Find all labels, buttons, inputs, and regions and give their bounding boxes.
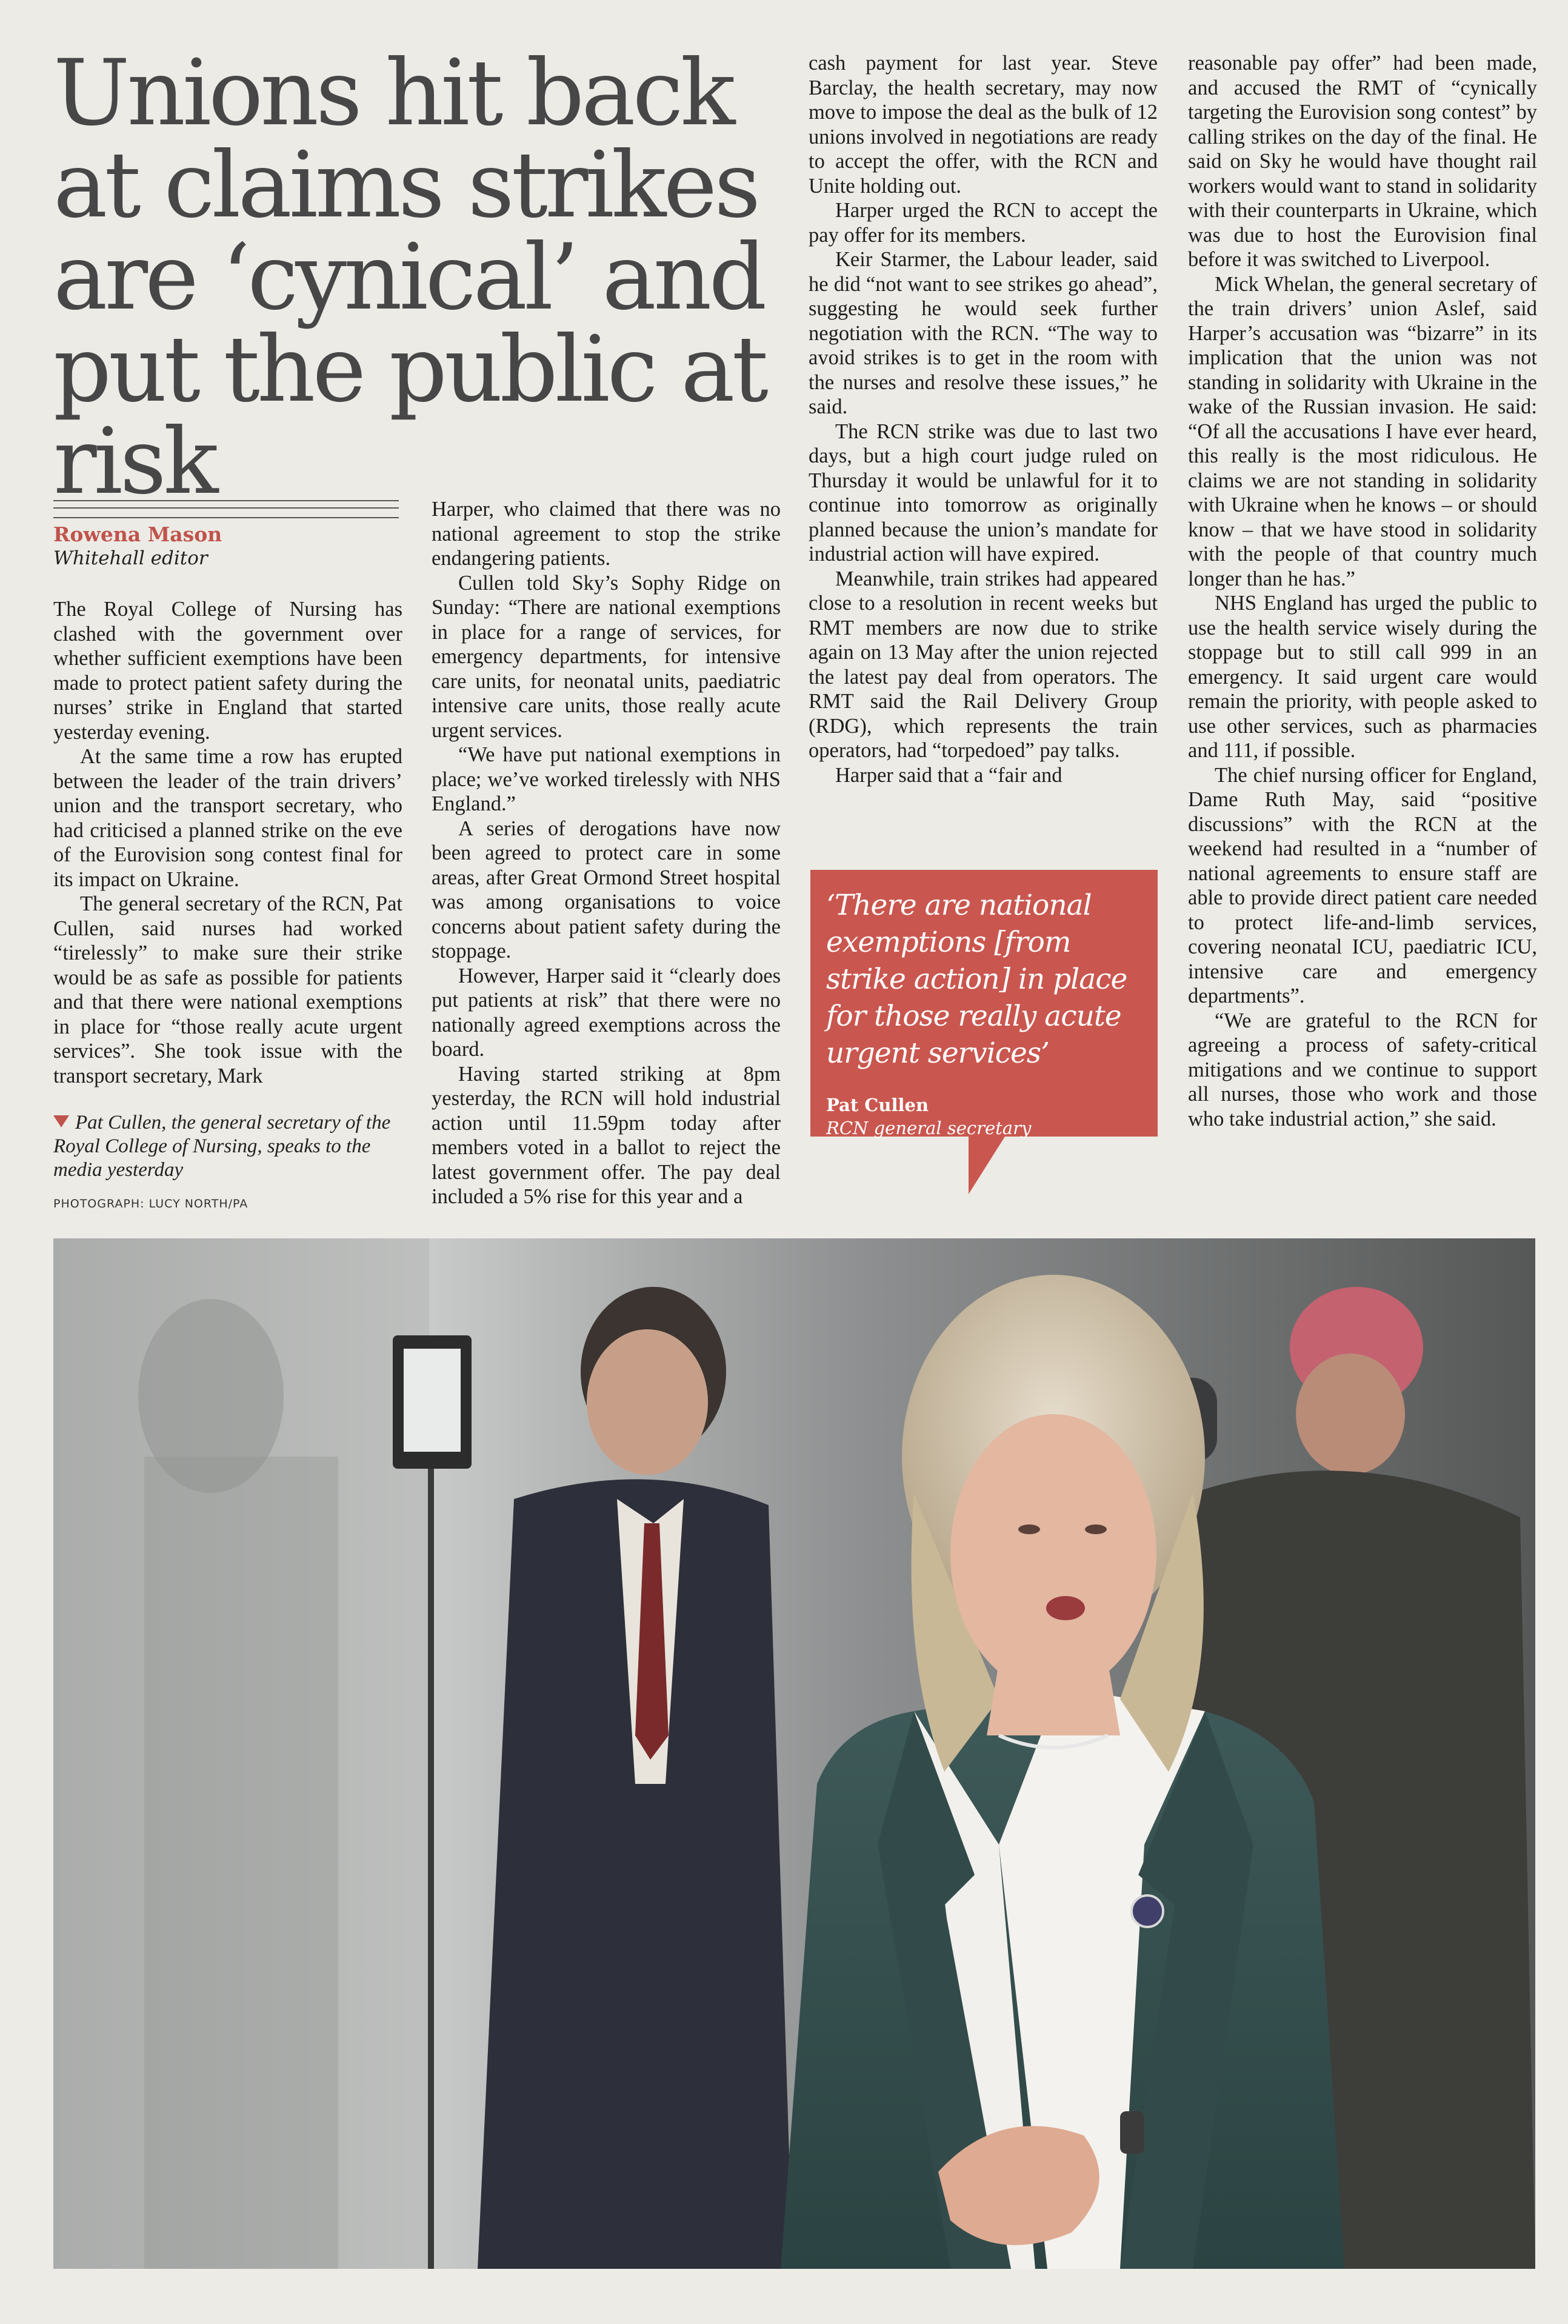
paragraph: “We have put national exemptions in place; we’ve worked tirelessly with NHS England.” [432, 743, 781, 815]
pull-quote-name: Pat Cullen [826, 1095, 929, 1115]
paragraph: The Royal College of Nursing has clashed with the government over whether sufficient exemptions have been made to protect patient safety during the nurses’ strike in England that started yesterday evening. [53, 598, 402, 744]
paragraph: cash payment for last year. Steve Barclay, the health secretary, may now move to impose the deal as the bulk of 12 unions involved in negotiations are ready to accept the offer, with the RCN and Unite holding out. [809, 52, 1158, 198]
photo-caption [53, 1111, 402, 1182]
caption-text: Pat Cullen, the general secretary of the Royal College of Nursing, speaks to the media yesterday [53, 1112, 391, 1181]
paragraph: The chief nursing officer for England, Dame Ruth May, said “positive discussions” with the RCN at the weekend had resulted in a “number of national agreements to ensure staff are able to provide direct patient care needed to protect life-and-limb services, covering neonatal ICU, paediatric ICU, intensive care and emergency departments”. [1188, 763, 1537, 1007]
paragraph: “We are grateful to the RCN for agreeing a process of safety-critical mitigations and we continue to support all nurses, those who work and those who take industrial action,” she said. [1188, 1009, 1537, 1130]
pull-quote-text: ‘There are national exemptions [from strike action] in place for those really acute urgent services’ [826, 889, 1127, 1070]
paragraph: Keir Starmer, the Labour leader, said he did “not want to see strikes go ahead”, suggesting he would seek further negotiation with the RCN. “The way to avoid strikes is to get in the room with the nurses and resolve these issues,” he said. [809, 248, 1158, 418]
paragraph: Harper urged the RCN to accept the pay offer for its members. [809, 199, 1158, 247]
pull-quote [810, 870, 1158, 1137]
byline-rule [53, 500, 399, 518]
paragraph: At the same time a row has erupted between the leader of the train drivers’ union and the transport secretary, who had criticised a planned strike on the eve of the Eurovision song contest final for its impact on Ukraine. [53, 745, 402, 891]
caption-triangle-icon [53, 1115, 69, 1127]
author-title: Whitehall editor [53, 547, 208, 569]
paragraph: Meanwhile, train strikes had appeared close to a resolution in recent weeks but RMT members are now due to strike again on 13 May after the union rejected the latest pay deal from operators. The RMT said the Rail Delivery Group (RDG), which represents the train operators, had “torpedoed” pay talks. [809, 567, 1158, 762]
author-name: Rowena Mason [53, 523, 222, 546]
paragraph: Cullen told Sky’s Sophy Ridge on Sunday: “There are national exemptions in place for a range of services, for emergency departments, for intensive care units, for neonatal units, paediatric intensive care units, those really acute urgent services. [432, 571, 781, 742]
paragraph: Harper said that a “fair and [835, 763, 1063, 787]
article-column-3 [809, 51, 1158, 787]
pull-quote-role: RCN general secretary [826, 1118, 1032, 1138]
paragraph: Mick Whelan, the general secretary of the train drivers’ union Aslef, said Harper’s accusation was “bizarre” in its implication that the union was not standing in solidarity with Ukraine in the wake of the Russian invasion. He said: “Of all the accusations I have ever heard, this really is the most ridiculous. He claims we are not standing in solidarity with Ukraine when he knows – or should know – that we have stood in solidarity with the people of that country much longer than he has.” [1188, 272, 1537, 590]
photo-illustration [53, 1238, 1535, 2269]
speech-bubble-tail [969, 1137, 1005, 1194]
photo-credit: PHOTOGRAPH: LUCY NORTH/PA [53, 1197, 249, 1210]
article-column-4 [1188, 51, 1537, 1131]
paragraph: The RCN strike was due to last two days, but a high court judge ruled on Thursday it would be unlawful for it to continue into tomorrow as originally planned because the union’s mandate for industrial action will have expired. [809, 419, 1158, 566]
article-column-2 [432, 497, 781, 1209]
paragraph: NHS England has urged the public to use the health service wisely during the stoppage but to still call 999 in an emergency. It said urgent care would remain the priority, with people asked to use other services, such as pharmacies and 111, if possible. [1188, 592, 1537, 762]
paragraph: Harper, who claimed that there was no national agreement to stop the strike endangering patients. [432, 498, 781, 570]
paragraph: However, Harper said it “clearly does put patients at risk” that there were no nationally agreed exemptions across the board. [432, 964, 781, 1061]
paragraph: Having started striking at 8pm yesterday, the RCN will hold industrial action until 11.59pm today after members voted in a ballot to reject the latest government offer. The pay deal included a 5% rise for this year and a [432, 1062, 781, 1208]
paragraph: A series of derogations have now been agreed to protect care in some areas, after Great Ormond Street hospital was among organisations to voice concerns about patient safety during the stoppage. [432, 816, 781, 963]
news-photo [53, 1238, 1535, 2269]
article-column-1 [53, 597, 402, 1088]
paragraph: The general secretary of the RCN, Pat Cullen, said nurses had worked “tirelessly” to make sure their strike would be as safe as possible for patients and that there were national exemptions in place for “those really acute urgent services”. She took issue with the transport secretary, Mark [53, 892, 402, 1087]
headline: Unions hit back at claims strikes are ‘cynical’ and put the public at risk [53, 41, 766, 515]
paragraph: reasonable pay offer” had been made, and accused the RMT of “cynically targeting the Eurovision song contest” by calling strikes on the day of the final. He said on Sky he would have thought rail workers would want to stand in solidarity with their counterparts in Ukraine, which was due to host the Eurovision final before it was switched to Liverpool. [1188, 52, 1537, 271]
